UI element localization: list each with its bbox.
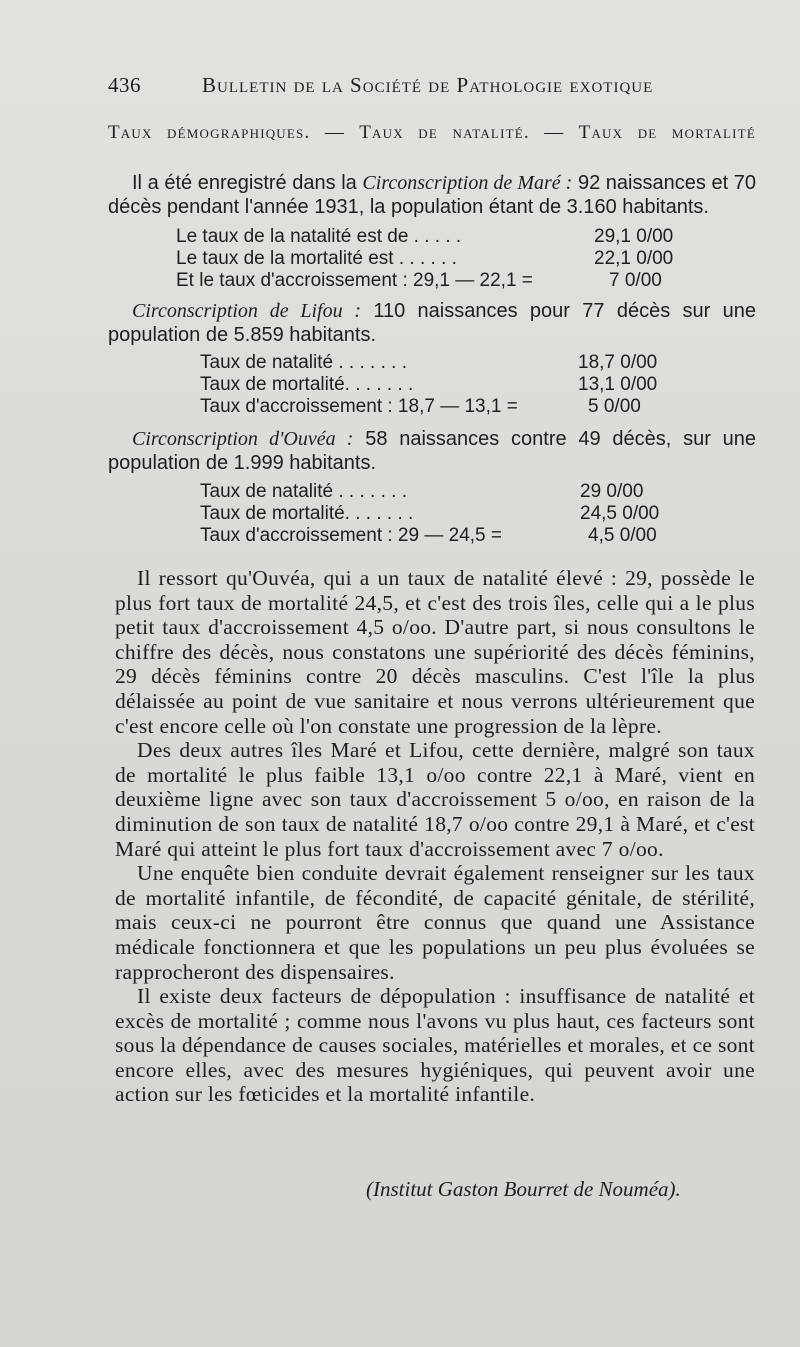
- rate-label: Taux de mortalité. . . . . . .: [200, 503, 414, 524]
- page-number: 436: [108, 73, 141, 97]
- table-row: [200, 503, 680, 525]
- rate-label: Et le taux d'accroissement : 29,1 — 22,1 =: [176, 270, 533, 291]
- rate-value: 29,1 0/00: [594, 226, 674, 247]
- body-paragraph: Il ressort qu'Ouvéa, qui a un taux de natalité élevé : 29, possède le plus fort taux de mortalité 24,5, et c'est des trois îles, celle qui a le plus petit taux d'accroissement 4,5 o/oo. D'autre part, si nous consultons le chiffre des décès, nous constatons une supériorité des décès féminins, 29 décès féminins contre 20 décès masculins. C'est l'île la plus délaissée au point de vue sanitaire et nous verrons ultérieurement que c'est encore celle où l'on constate une progression de la lèpre.: [115, 566, 755, 738]
- ouvea-intro-rest: 58 naissances contre 49 décès, sur une population de 1.999 habitants.: [108, 428, 756, 474]
- table-row: [200, 374, 680, 396]
- rate-value: 7 0/00: [609, 270, 662, 291]
- rate-label: Taux de natalité . . . . . . .: [200, 481, 407, 502]
- lifou-circonscription-label: Circonscription de Lifou :: [132, 300, 361, 322]
- section-title: Taux démographiques. — Taux de natalité. — Taux de mortalité: [108, 122, 756, 143]
- table-row: [176, 226, 716, 248]
- body-paragraph: Il existe deux facteurs de dépopulation : insuffisance de natalité et excès de mortalité ; comme nous l'avons vu plus haut, ces facteurs sont sous la dépendance de causes sociales, matérielles et morales, et ce sont encore elles, avec des mesures hygiéniques, qui peuvent avoir une action sur les fœticides et la mortalité infantile.: [115, 984, 755, 1107]
- rate-label: Le taux de la mortalité est . . . . . .: [176, 248, 457, 269]
- table-row: [200, 396, 680, 418]
- lifou-rates-table: [200, 352, 680, 418]
- rate-label: Taux de natalité . . . . . . .: [200, 352, 407, 373]
- rate-label: Taux d'accroissement : 29 — 24,5 =: [200, 525, 502, 546]
- mare-intro-text: Il a été enregistré dans la: [132, 172, 363, 194]
- rate-value: 29 0/00: [580, 481, 644, 502]
- table-row: [176, 248, 716, 270]
- table-row: [176, 270, 716, 292]
- rate-value: 22,1 0/00: [594, 248, 674, 269]
- lifou-paragraph: [108, 299, 756, 347]
- rate-label: Taux de mortalité. . . . . . .: [200, 374, 414, 395]
- table-row: [200, 481, 680, 503]
- body-paragraph: Des deux autres îles Maré et Lifou, cette dernière, malgré son taux de mortalité le plus faible 13,1 o/oo contre 22,1 à Maré, vient en deuxième ligne avec son taux d'accroissement 5 o/oo, en raison de la diminution de son taux de natalité 18,7 o/oo contre 29,1 à Maré, et c'est Maré qui atteint le plus fort taux d'accroissement avec 7 o/oo.: [115, 738, 755, 861]
- rate-label: Taux d'accroissement : 18,7 — 13,1 =: [200, 396, 518, 417]
- rate-value: 5 0/00: [588, 396, 641, 417]
- mare-intro-rest: 92 naissances et 70 décès pendant l'année 1931, la population étant de 3.160 habitants.: [108, 172, 756, 218]
- body-text: [115, 566, 755, 1107]
- journal-title: Bulletin de la Société de Pathologie exotique: [202, 73, 654, 97]
- mare-paragraph: [108, 171, 756, 219]
- ouvea-circonscription-label: Circonscription d'Ouvéa :: [132, 428, 354, 450]
- lifou-intro-rest: 110 naissances pour 77 décès sur une population de 5.859 habitants.: [108, 300, 756, 346]
- rate-label: Le taux de la natalité est de . . . . .: [176, 226, 462, 247]
- table-row: [200, 352, 680, 374]
- rate-value: 24,5 0/00: [580, 503, 660, 524]
- ouvea-rates-table: [200, 481, 680, 547]
- rate-value: 13,1 0/00: [578, 374, 658, 395]
- mare-circonscription-label: Circonscription de Maré :: [362, 172, 573, 194]
- running-header: [108, 73, 758, 103]
- body-paragraph: Une enquête bien conduite devrait également renseigner sur les taux de mortalité infantile, de fécondité, de capacité génitale, de stérilité, mais ceux-ci ne pourront être connus que quand une Assistance médicale fonctionnera et que les populations un peu plus évoluées se rapprocheront des dispensaires.: [115, 861, 755, 984]
- mare-rates-table: [176, 226, 716, 292]
- ouvea-paragraph: [108, 427, 756, 475]
- table-row: [200, 525, 680, 547]
- signature: (Institut Gaston Bourret de Nouméa).: [366, 1177, 681, 1201]
- rate-value: 4,5 0/00: [588, 525, 657, 546]
- rate-value: 18,7 0/00: [578, 352, 658, 373]
